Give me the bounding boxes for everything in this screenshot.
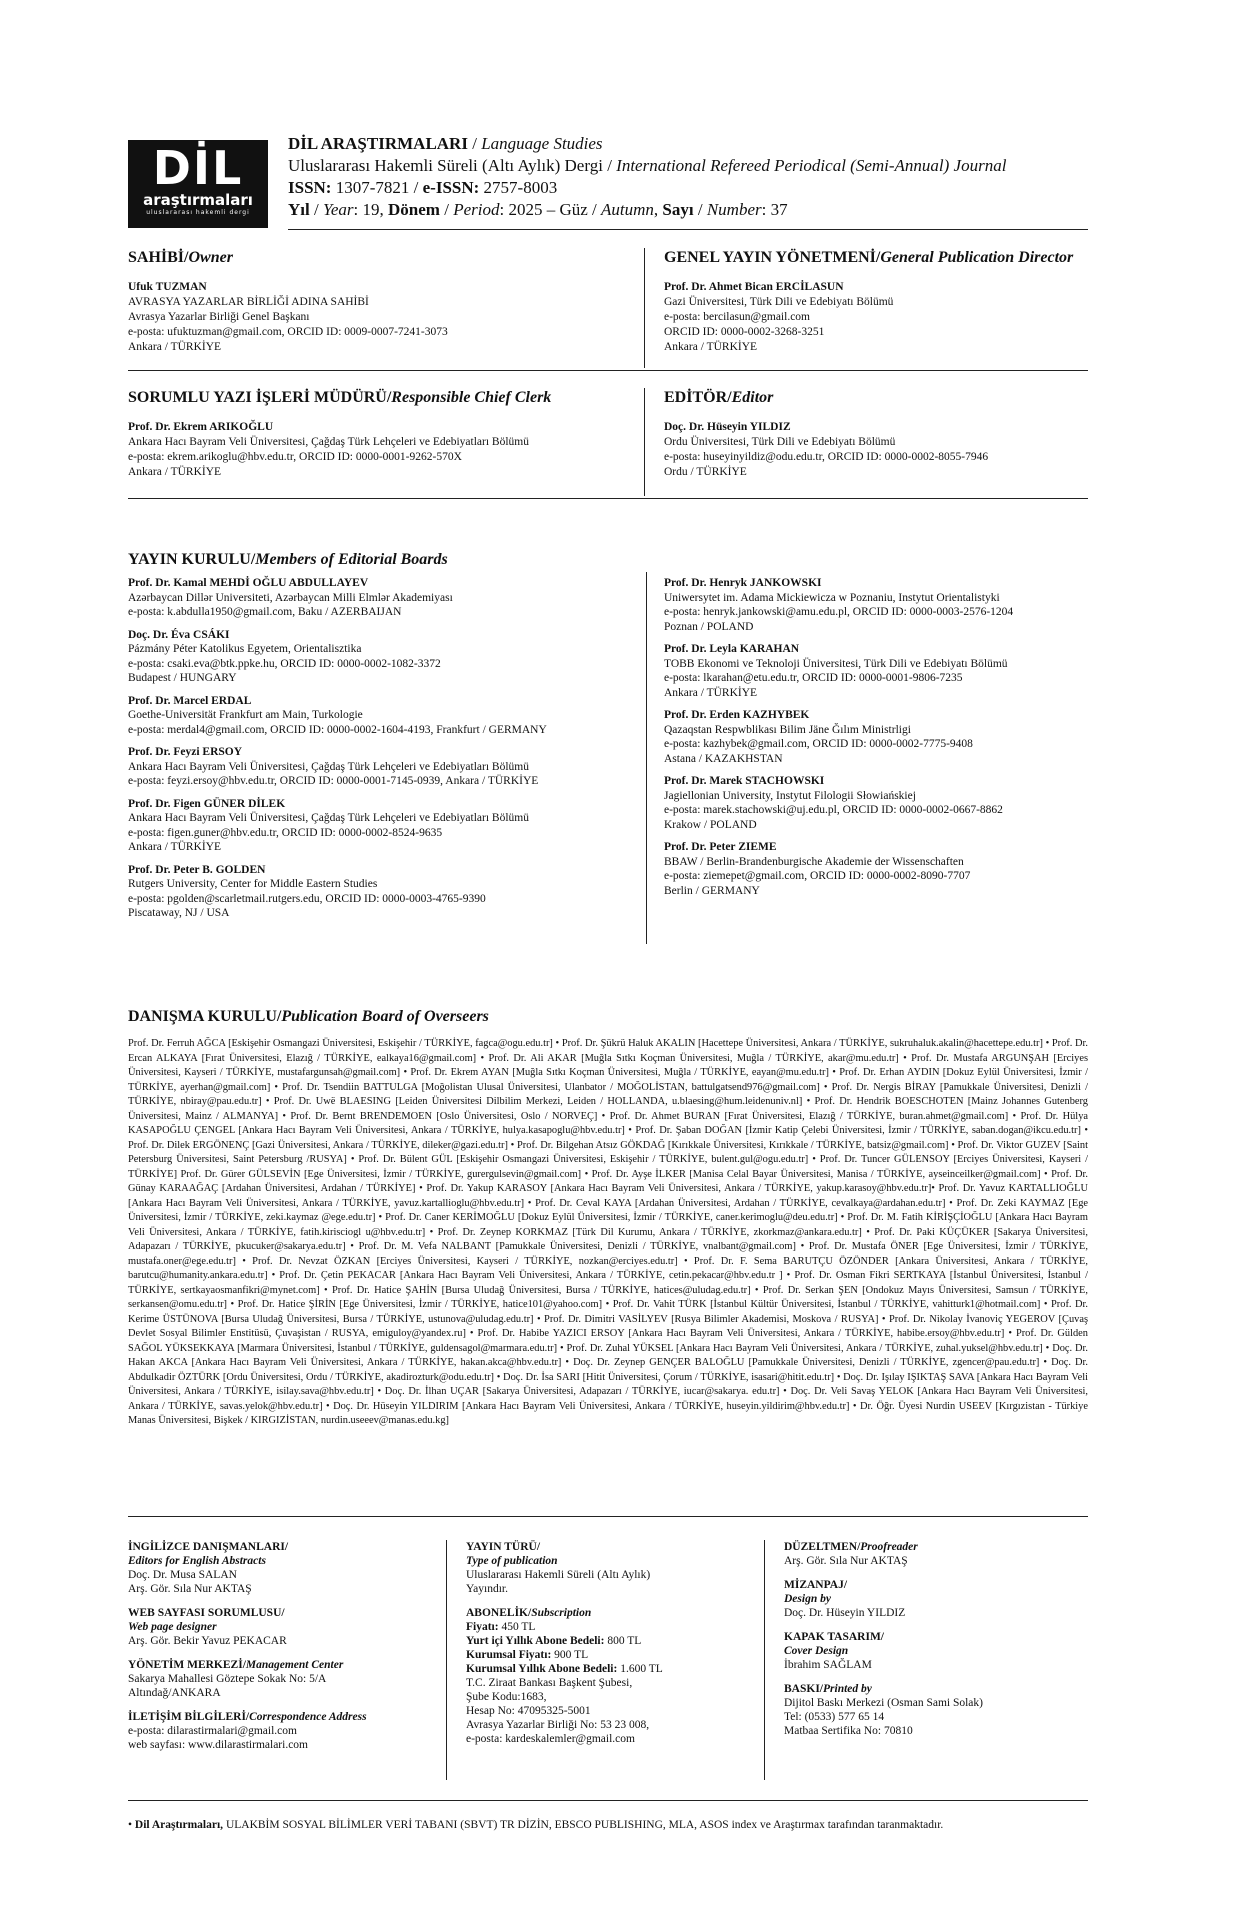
board-member: Prof. Dr. Peter B. GOLDEN Rutgers University, Center for Middle Eastern Studies e-posta: pgolden@scarletmail.rutgers.edu, ORCID ID: 0000-0003-4765-9390 Piscataway, NJ / USA [128,863,486,919]
issue-line: Yıl / Year: 19, Dönem / Period: 2025 – Güz / Autumn, Sayı / Number: 37 [288,200,788,219]
printed-by-block: BASKI/Printed by Dijitol Baskı Merkezi (Osman Sami Solak) Tel: (0533) 577 65 14 Matbaa Sertifika No: 70810 [784,1683,983,1737]
footer-col-1 [128,1540,428,1762]
editorial-board-heading: YAYIN KURULU/Members of Editorial Boards [128,551,448,568]
director-heading: GENEL YAYIN YÖNETMENİ/General Publication Director [664,249,1074,266]
divider-horizontal-3 [128,1516,1088,1517]
divider-vertical-4 [446,1540,447,1780]
board-member: Prof. Dr. Leyla KARAHAN TOBB Ekonomi ve Teknoloji Üniversitesi, Türk Dili ve Edebiyatı Bölümü e-posta: lkarahan@etu.edu.tr, ORCID ID: 0000-0001-9806-7235 Ankara / TÜRKİYE [664,643,1008,699]
chief-clerk-section [128,388,638,480]
logo-main-text: DİL [152,141,244,195]
editor-details: Doç. Dr. Hüseyin YILDIZ Ordu Üniversitesi, Türk Dili ve Edebiyatı Bölümü e-posta: huseyinyildiz@odu.edu.tr, ORCID ID: 0000-0002-8055-7946 Ordu / TÜRKİYE [664,421,989,478]
publication-type-block: YAYIN TÜRÜ/ Type of publication Uluslararası Hakemli Süreli (Altı Aylık) Yayındır. [466,1541,651,1595]
board-member: Prof. Dr. Peter ZIEME BBAW / Berlin-Brandenburgische Akademie der Wissenschaften e-posta: ziemepet@gmail.com, ORCID ID: 0000-0002-8090-7707 Berlin / GERMANY [664,841,971,897]
web-designer-block: WEB SAYFASI SORUMLUSU/ Web page designer Arş. Gör. Bekir Yavuz PEKACAR [128,1607,287,1647]
divider-vertical-1 [644,248,645,368]
owner-heading: SAHİBİ/Owner [128,249,233,266]
logo-sub-text: araştırmaları [143,191,253,209]
board-member: Prof. Dr. Marek STACHOWSKI Jagiellonian University, Instytut Filologii Słowiańskiej e-posta: marek.stachowski@uj.edu.pl, ORCID ID: 0000-0002-0667-8862 Krakow / POLAND [664,775,1003,831]
board-member: Prof. Dr. Feyzi ERSOY Ankara Hacı Bayram Veli Üniversitesi, Çağdaş Türk Lehçeleri ve Edebiyatları Bölümü e-posta: feyzi.ersoy@hbv.edu.tr, ORCID ID: 0000-0001-7145-0939, Ankara / TÜRKİYE [128,746,539,787]
overseers-heading-wrap [128,1007,1088,1039]
proofreader-block: DÜZELTMEN/Proofreader Arş. Gör. Sıla Nur AKTAŞ [784,1541,918,1567]
director-details: Prof. Dr. Ahmet Bican ERCİLASUN Gazi Üniversitesi, Türk Dili ve Edebiyatı Bölümü e-posta: bercilasun@gmail.com ORCID ID: 0000-0002-3268-3251 Ankara / TÜRKİYE [664,281,894,353]
director-section [664,248,1094,355]
editorial-board-right [664,576,1094,906]
owner-details: Ufuk TUZMAN AVRASYA YAZARLAR BİRLİĞİ ADINA SAHİBİ Avrasya Yazarlar Birliği Genel Başkanı e-posta: ufuktuzman@gmail.com, ORCID ID: 0009-0007-7241-3073 Ankara / TÜRKİYE [128,281,448,353]
footer-col-3 [784,1540,1084,1748]
layout-block: MİZANPAJ/ Design by Doç. Dr. Hüseyin YILDIZ [784,1579,906,1619]
journal-logo [128,140,268,228]
divider-horizontal-4 [128,1800,1088,1801]
chief-clerk-heading: SORUMLU YAZI İŞLERİ MÜDÜRÜ/Responsible Chief Clerk [128,389,552,406]
overseers-list: Prof. Dr. Ferruh AĞCA [Eskişehir Osmangazi Üniversitesi, Eskişehir / TÜRKİYE, fagca@ogu.edu.tr] • Prof. Dr. Şükrü Haluk AKALIN [Hacettepe Üniversitesi, Ankara / TÜRKİYE, sukruhaluk.akalin@hacettepe.edu.tr] • Prof. Dr. Ercan ALKAYA [Fırat Üniversitesi, Elazığ / TÜRKİYE, ealkaya16@gmail.com] • Prof. Dr. Ali AKAR [Muğla Sıtkı Koçman Üniversitesi, Muğla / TÜRKİYE, akar@mu.edu.tr] • Prof. Dr. Mustafa ARGUNŞAH [Erciyes Üniversitesi, Kayseri / TÜRKİYE, mustafargunsah@gmail.com] • Prof. Dr. Ekrem AYAN [Muğla Sıtkı Koçman Üniversitesi, Muğla / TÜRKİYE, eayan@mu.edu.tr] • Prof. Dr. Erhan AYDIN [Dokuz Eylül Üniversitesi, İzmir / TÜRKİYE, ayerhan@gmail.com] • Prof. Dr. Tsendiin BATTULGA [Moğolistan Ulusal Üniversitesi, Ulanbator / MOĞOLİSTAN, battulgatsend976@gmail.com] • Prof. Dr. Nergis BİRAY [Pamukkale Üniversitesi, Denizli / TÜRKİYE, nbiray@pau.edu.tr] • Prof. Dr. Uwë BLAESING [Leiden Üniversitesi Dilbilim Merkezi, Leiden / HOLLANDA, u.blaesing@hum.leidenuniv.nl] • Prof. Dr. Hendrik BOESCHOTEN [Mainz Johannes Gutenberg Üniversitesi, Mainz / ALMANYA] • Prof. Dr. Bernt BRENDEMOEN [Oslo Üniversitesi, Oslo / NORVEÇ] • Prof. Dr. Ahmet BURAN [Fırat Üniversitesi, Elazığ / TÜRKİYE, buran.ahmet@gmail.com] • Prof. Dr. Hülya KASAPOĞLU ÇENGEL [Ankara Hacı Bayram Veli Üniversitesi, Ankara / TÜRKİYE, hulya.kasapoglu@hbv.edu.tr] • Prof. Dr. Şaban DOĞAN [İzmir Katip Çelebi Üniversitesi, İzmir / TÜRKİYE, saban.dogan@ikcu.edu.tr] • Prof. Dr. Dilek ERGÖNENÇ [Gazi Üniversitesi, Ankara / TÜRKİYE, dileker@gazi.edu.tr] • Prof. Dr. Bilgehan Atsız GÖKDAĞ [Kırıkkale Üniversitesi, Kırıkkale / TÜRKİYE, batsiz@gmail.com] • Prof. Dr. Viktor GUZEV [Saint Petersburg Üniversitesi, Saint Petersburg /RUSYA] • Prof. Dr. Bülent GÜL [Eskişehir Osmangazi Üniversitesi, Eskişehir / TÜRKİYE, bulent.gul@ogu.edu.tr] • Prof. Dr. Tuncer GÜLENSOY [Erciyes Üniversitesi, Kayseri / TÜRKİYE] Prof. Dr. Gürer GÜLSEVİN [Ege Üniversitesi, İzmir / TÜRKİYE, gurergulsevin@gmail.com] • Prof. Dr. Ayşe İLKER [Manisa Celal Bayar Üniversitesi, Manisa / TÜRKİYE, ayseinceilker@gmail.com] • Prof. Dr. Günay KARAAĞAÇ [Ardahan Üniversitesi, Ardahan / TÜRKİYE] • Prof. Dr. Yakup KARASOY [Ankara Hacı Bayram Veli Üniversitesi, Ankara / TÜRKİYE, yakup.karasoy@hbv.edu.tr]• Prof. Dr. Yavuz KARTALLIOĞLU [Ankara Hacı Bayram Veli Üniversitesi, Ankara / TÜRKİYE, yavuz.kartallioglu@hbv.edu.tr] • Prof. Dr. Ceval KAYA [Ardahan Üniversitesi, Ardahan / TÜRKİYE, cevalkaya@ardahan.edu.tr] • Prof. Dr. Zeki KAYMAZ [Ege Üniversitesi, İzmir / TÜRKİYE, zeki.kaymaz @ege.edu.tr] • Prof. Dr. Caner KERİMOĞLU [Dokuz Eylül Üniversitesi, İzmir / TÜRKİYE, caner.kerimoglu@deu.edu.tr] • Prof. Dr. M. Fatih KİRİŞÇİOĞLU [Ankara Hacı Bayram Veli Üniversitesi, Ankara / TÜRKİYE, fatih.kirisciogl u@hbv.edu.tr] • Prof. Dr. Zeynep KORKMAZ [Türk Dil Kurumu, Ankara / TÜRKİYE, zkorkmaz@ankara.edu.tr] • Prof. Dr. Paki KÜÇÜKER [Sakarya Üniversitesi, Adapazarı / TÜRKİYE, pkucuker@sakarya.edu.tr] • Prof. Dr. M. Vefa NALBANT [Pamukkale Üniversitesi, Denizli / TÜRKİYE, vnalbant@gmail.com] • Prof. Dr. Mustafa ÖNER [Ege Üniversitesi, İzmir / TÜRKİYE, mustafa.oner@ege.edu.tr] • Prof. Dr. Nevzat ÖZKAN [Erciyes Üniversitesi, Kayseri / TÜRKİYE, nozkan@erciyes.edu.tr] • Prof. Dr. F. Sema BARUTÇU ÖZÖNDER [Ankara Üniversitesi, Ankara / TÜRKİYE, barutcu@humanity.ankara.edu.tr] • Prof. Dr. Çetin PEKACAR [Ankara Hacı Bayram Veli Üniversitesi, Ankara / TÜRKİYE, cetin.pekacar@hbv.edu.tr ] • Prof. Dr. Osman Fikri SERTKAYA [İstanbul Üniversitesi, İstanbul / TÜRKİYE, sertkayaosmanfikri@mynet.com] • Prof. Dr. Hatice ŞAHİN [Bursa Uludağ Üniversitesi, Bursa / TÜRKİYE, hatices@uludag.edu.tr] • Prof. Dr. Serkan ŞEN [Ondokuz Mayıs Üniversitesi, Samsun / TÜRKİYE, serkansen@omu.edu.tr] • Prof. Dr. Hatice ŞİRİN [Ege Üniversitesi, İzmir / TÜRKİYE, hatice101@yahoo.com] • Prof. Dr. Vahit TÜRK [İstanbul Kültür Üniversitesi, İstanbul / TÜRKİYE, vahitturk1@hotmail.com] • Prof. Dr. Kerime ÜSTÜNOVA [Bursa Uludağ Üniversitesi, Bursa / TÜRKİYE, ustunova@uludag.edu.tr] • Prof. Dr. Dimitri VASİLYEV [Rusya Bilimler Akademisi, Moskova / RUSYA] • Prof. Dr. Nikolay İvanoviç YEGEROV [Çuvaş Devlet Sosyal Bilimler Enstitüsü, Çuvaşistan / RUSYA, emiguloy@yandex.ru] • Prof. Dr. Habibe YAZICI ERSOY [Ankara Hacı Bayram Veli Üniversitesi, Ankara / TÜRKİYE, habibe.ersoy@hbv.edu.tr] • Prof. Dr. Gülden SAĞOL YÜKSEKKAYA [Marmara Üniversitesi, İstanbul / TÜRKİYE, guldensagol@marmara.edu.tr] • Prof. Dr. Zuhal YÜKSEL [Ankara Hacı Bayram Veli Üniversitesi, Ankara / TÜRKİYE, zuhal.yuksel@hbv.edu.tr] • Doç. Dr. Hakan AKCA [Ankara Hacı Bayram Veli Üniversitesi, Ankara / TÜRKİYE, hakan.akca@hbv.edu.tr] • Doç. Dr. Zeynep GENÇER BALOĞLU [Pamukkale Üniversitesi, Denizli / TÜRKİYE, zgencer@pau.edu.tr] • Doç. Dr. Abdulkadir ÖZTÜRK [Ordu Üniversitesi, Ordu / TÜRKİYE, akadirozturk@odu.edu.tr] • Doç. Dr. İsa SARI [Hitit Üniversitesi, Çorum / TÜRKİYE, isasari@hitit.edu.tr] • Doç. Dr. Işılay IŞIKTAŞ SAVA [Ankara Hacı Bayram Veli Üniversitesi, Ankara / TÜRKİYE, isilay.sava@hbv.edu.tr] • Doç. Dr. İlhan UÇAR [Sakarya Üniversitesi, Adapazarı / TÜRKİYE, iucar@sakarya. edu.tr] • Doç. Dr. Veli Savaş YELOK [Ankara Hacı Bayram Veli Üniversitesi, Ankara / TÜRKİYE, savas.yelok@hbv.edu.tr] • Doç. Dr. Hüseyin YILDIRIM [Ankara Hacı Bayram Veli Üniversitesi, Ankara / TÜRKİYE, huseyin.yildirim@hbv.edu.tr] • Dr. Öğr. Üyesi Nurdin USEEV [Kırgızistan - Türkiye Manas Üniversitesi, Bişkek / KIRGIZİSTAN, nurdin.useeev@manas.edu.kg] [128,1038,1088,1426]
board-member: Prof. Dr. Erden KAZHYBEK Qazaqstan Respwblikası Bilim Jäne Ğılım Ministrligi e-posta: kazhybek@gmail.com, ORCID ID: 0000-0002-7775-9408 Astana / KAZAKHSTAN [664,709,973,765]
correspondence-block: İLETİŞİM BİLGİLERİ/Correspondence Address e-posta: dilarastirmalari@gmail.com web sayfası: www.dilarastirmalari.com [128,1711,367,1751]
masthead-info [288,133,1006,221]
board-member: Prof. Dr. Henryk JANKOWSKI Uniwersytet im. Adama Mickiewicza w Poznaniu, Instytut Orientalistyki e-posta: henryk.jankowski@amu.edu.pl, ORCID ID: 0000-0003-2576-1204 Poznan / POLAND [664,577,1014,633]
divider-vertical-2 [644,388,645,496]
divider-vertical-5 [764,1540,765,1780]
footer-col-2 [466,1540,756,1756]
board-member: Prof. Dr. Marcel ERDAL Goethe-Universität Frankfurt am Main, Turkologie e-posta: merdal4@gmail.com, ORCID ID: 0000-0002-1604-4193, Frankfurt / GERMANY [128,694,547,736]
editor-section [664,388,1094,480]
board-member: Prof. Dr. Kamal MEHDİ OĞLU ABDULLAYEV Azərbaycan Dillər Universiteti, Azərbaycan Milli Elmlər Akademiyası e-posta: k.abdulla1950@gmail.com, Baku / AZERBAIJAN [128,577,453,618]
journal-title-line: DİL ARAŞTIRMALARI / Language Studies [288,134,603,153]
journal-type-line: Uluslararası Hakemli Süreli (Altı Aylık) Dergi / International Refereed Periodical (Semi-Annual) Journal [288,156,1007,175]
owner-section [128,248,628,355]
divider-vertical-3 [646,572,647,944]
english-advisors-block: İNGİLİZCE DANIŞMANLARI/ Editors for English Abstracts Doç. Dr. Musa SALAN Arş. Gör. Sıla Nur AKTAŞ [128,1541,289,1595]
board-member: Doç. Dr. Éva CSÁKI Pázmány Péter Katolikus Egyetem, Orientalisztika e-posta: csaki.eva@btk.ppke.hu, ORCID ID: 0000-0002-1082-3372 Budapest / HUNGARY [128,628,441,684]
subscription-block: ABONELİK/Subscription Fiyatı: 450 TL Yurt içi Yıllık Abone Bedeli: 800 TL Kurumsal Fiyatı: 900 TL Kurumsal Yıllık Abone Bedeli: 1.600 TL T.C. Ziraat Bankası Başkent Şubesi, Şube Kodu:1683, Hesap No: 47095325-5001 Avrasya Yazarlar Birliği No: 53 23 008, e-posta: kardeskalemler@gmail.com [466,1607,663,1745]
divider-horizontal-2 [128,498,1088,499]
cover-design-block: KAPAK TASARIM/ Cover Design İbrahim SAĞLAM [784,1631,884,1671]
management-center-block: YÖNETİM MERKEZİ/Management Center Sakarya Mahallesi Göztepe Sokak No: 5/A Altındağ/ANKARA [128,1659,344,1699]
editor-heading: EDİTÖR/Editor [664,389,774,406]
chief-clerk-details: Prof. Dr. Ekrem ARIKOĞLU Ankara Hacı Bayram Veli Üniversitesi, Çağdaş Türk Lehçeleri ve Edebiyatları Bölümü e-posta: ekrem.arikoglu@hbv.edu.tr, ORCID ID: 0000-0001-9262-570X Ankara / TÜRKİYE [128,421,529,478]
logo-tag-text: uluslararası hakemli dergi [146,209,250,216]
issn-line: ISSN: 1307-7821 / e-ISSN: 2757-8003 [288,178,558,197]
board-member: Prof. Dr. Figen GÜNER DİLEK Ankara Hacı Bayram Veli Üniversitesi, Çağdaş Türk Lehçeleri ve Edebiyatları Bölümü e-posta: figen.guner@hbv.edu.tr, ORCID ID: 0000-0002-8524-9635 Ankara / TÜRKİYE [128,797,529,853]
indexing-note: • Dil Araştırmaları, ULAKBİM SOSYAL BİLİMLER VERİ TABANI (SBVT) TR DİZİN, EBSCO PUBLISHING, MLA, ASOS index ve Araştırmax tarafından taranmaktadır. [128,1819,944,1831]
divider-horizontal-1 [128,370,1088,371]
masthead-rule [288,229,1088,230]
editorial-board-left [128,576,648,929]
overseers-heading: DANIŞMA KURULU/Publication Board of Overseers [128,1008,489,1025]
